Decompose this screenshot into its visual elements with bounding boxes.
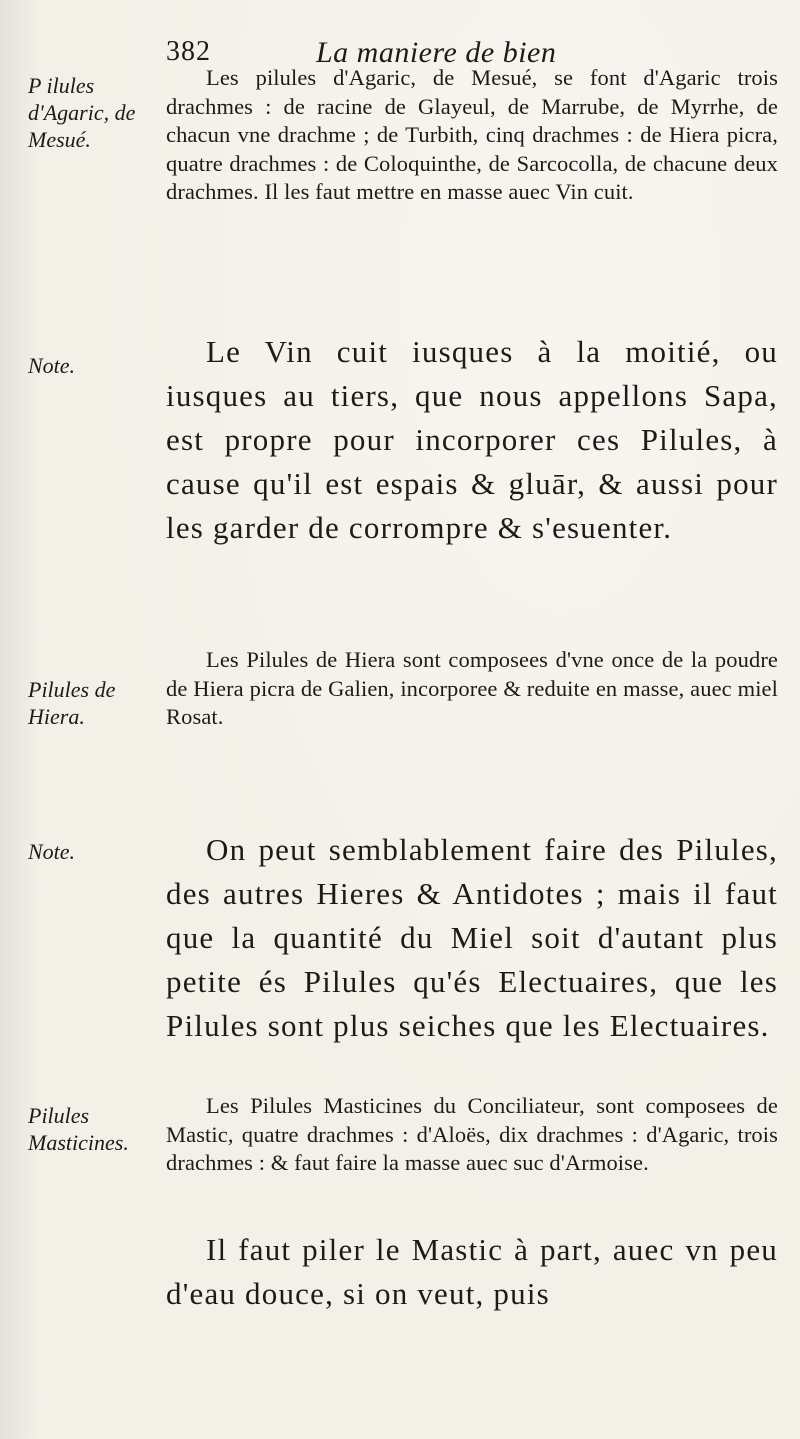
paragraph-vin-cuit-note: Le Vin cuit iusques à la moitié, ou iusques au tiers, que nous appellons Sapa, est propre pour incorporer ces Pilules, à cause qu'il est espais & gluār, & aussi pour les garder de corrompre & s'esuenter. (166, 334, 778, 545)
paragraph-hiera-pills: Les Pilules de Hiera sont composees d'vne once de la poudre de Hiera picra de Galien, incorporee & reduite en masse, auec miel Rosat. (166, 647, 778, 729)
paragraph-mastic-preparation: Il faut piler le Mastic à part, auec vn peu d'eau douce, si on veut, puis (166, 1232, 778, 1311)
margin-note-mastic-pills: Pilules Masticines. (28, 1103, 129, 1155)
margin-note-note-2: Note. (28, 839, 76, 864)
running-title: La maniere de bien (316, 36, 557, 69)
paragraph-other-hieres-note: On peut semblablement faire des Pilules, des autres Hieres & Antidotes ; mais il faut que la quantité du Miel soit d'autant plus petite és Pilules qu'és Electuaires, que les Pilules sont plus seiches que les Electuaires. (166, 832, 778, 1043)
paragraph-agaric-pills: Les pilules d'Agaric, de Mesué, se font d'Agaric trois drachmes : de racine de Glayeul, de Marrube, de Myrrhe, de chacun vne drachme ; de Turbith, cinq drachmes : de Hiera picra, quatre drachmes : de Coloquinthe, de Sarcocolla, de chacune deux drachmes. Il les faut mettre en masse auec Vin cuit. (166, 65, 778, 204)
margin-note-note-1: Note. (28, 353, 76, 378)
paragraph-mastic-pills: Les Pilules Masticines du Conciliateur, sont composees de Mastic, quatre drachmes : d'Aloës, dix drachmes : d'Agaric, trois drachmes : & faut faire la masse auec suc d'Armoise. (166, 1093, 778, 1175)
margin-note-hiera-pills: Pilules de Hiera. (28, 677, 116, 729)
page-number: 382 (166, 36, 211, 67)
margin-note-agaric-pills: P ilules d'Agaric, de Mesué. (28, 73, 136, 152)
